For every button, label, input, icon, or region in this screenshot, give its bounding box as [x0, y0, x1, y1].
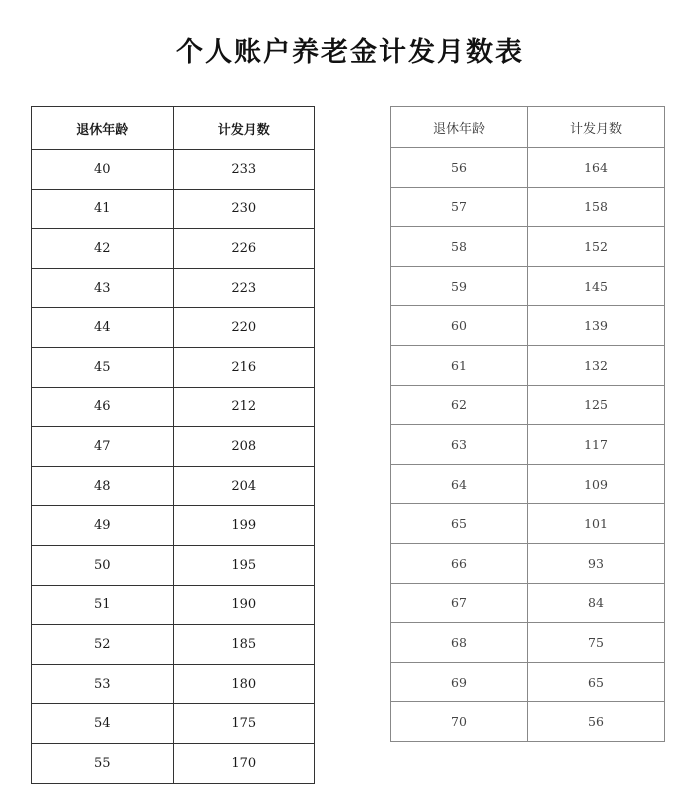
cell-payment-months: 185: [173, 625, 315, 665]
cell-retirement-age: 65: [391, 504, 528, 544]
cell-payment-months: 199: [173, 506, 315, 546]
table-row: [391, 148, 665, 188]
cell-retirement-age: 44: [32, 308, 174, 348]
table-row: [391, 227, 665, 267]
cell-payment-months: 195: [173, 545, 315, 585]
cell-payment-months: 75: [528, 623, 665, 663]
header-payment-months: 计发月数: [173, 107, 315, 150]
table-row: [32, 625, 315, 665]
table-row: [391, 504, 665, 544]
cell-retirement-age: 52: [32, 625, 174, 665]
table-row: [32, 189, 315, 229]
cell-retirement-age: 50: [32, 545, 174, 585]
cell-retirement-age: 42: [32, 229, 174, 269]
table-row: [391, 425, 665, 465]
cell-retirement-age: 59: [391, 266, 528, 306]
table-row: [32, 387, 315, 427]
cell-payment-months: 117: [528, 425, 665, 465]
cell-payment-months: 212: [173, 387, 315, 427]
table-row: [391, 385, 665, 425]
table-row: [391, 464, 665, 504]
cell-retirement-age: 68: [391, 623, 528, 663]
cell-retirement-age: 40: [32, 150, 174, 190]
left-table: [31, 106, 315, 784]
cell-payment-months: 223: [173, 268, 315, 308]
cell-retirement-age: 67: [391, 583, 528, 623]
table-row: [32, 506, 315, 546]
cell-payment-months: 65: [528, 662, 665, 702]
cell-retirement-age: 49: [32, 506, 174, 546]
cell-payment-months: 109: [528, 464, 665, 504]
cell-payment-months: 226: [173, 229, 315, 269]
cell-payment-months: 230: [173, 189, 315, 229]
cell-retirement-age: 58: [391, 227, 528, 267]
table-row: [32, 743, 315, 783]
table-row: [32, 268, 315, 308]
cell-payment-months: 152: [528, 227, 665, 267]
cell-payment-months: 170: [173, 743, 315, 783]
cell-payment-months: 180: [173, 664, 315, 704]
table-row: [32, 704, 315, 744]
table-row: [32, 545, 315, 585]
cell-payment-months: 204: [173, 466, 315, 506]
cell-retirement-age: 63: [391, 425, 528, 465]
cell-retirement-age: 70: [391, 702, 528, 742]
table-row: [32, 229, 315, 269]
cell-payment-months: 132: [528, 345, 665, 385]
cell-payment-months: 164: [528, 148, 665, 188]
cell-payment-months: 175: [173, 704, 315, 744]
table-row: [32, 664, 315, 704]
cell-retirement-age: 48: [32, 466, 174, 506]
cell-payment-months: 158: [528, 187, 665, 227]
cell-payment-months: 220: [173, 308, 315, 348]
cell-retirement-age: 66: [391, 543, 528, 583]
header-payment-months: 计发月数: [528, 107, 665, 148]
cell-retirement-age: 54: [32, 704, 174, 744]
cell-retirement-age: 61: [391, 345, 528, 385]
cell-retirement-age: 53: [32, 664, 174, 704]
table-row: [391, 306, 665, 346]
table-row: [391, 266, 665, 306]
cell-retirement-age: 64: [391, 464, 528, 504]
left-table-body: [32, 150, 315, 784]
cell-retirement-age: 57: [391, 187, 528, 227]
cell-retirement-age: 60: [391, 306, 528, 346]
table-row: [32, 427, 315, 467]
header-retirement-age: 退休年龄: [391, 107, 528, 148]
cell-payment-months: 101: [528, 504, 665, 544]
cell-payment-months: 190: [173, 585, 315, 625]
table-row: [32, 308, 315, 348]
cell-retirement-age: 62: [391, 385, 528, 425]
header-retirement-age: 退休年龄: [32, 107, 174, 150]
table-row: [32, 466, 315, 506]
right-table-body: [391, 148, 665, 742]
table-row: [391, 345, 665, 385]
cell-retirement-age: 45: [32, 347, 174, 387]
cell-retirement-age: 46: [32, 387, 174, 427]
table-row: [391, 662, 665, 702]
table-row: [32, 585, 315, 625]
table-row: [391, 187, 665, 227]
table-header-row: [32, 107, 315, 150]
cell-retirement-age: 43: [32, 268, 174, 308]
table-row: [391, 583, 665, 623]
table-row: [32, 347, 315, 387]
table-row: [32, 150, 315, 190]
cell-retirement-age: 69: [391, 662, 528, 702]
cell-payment-months: 216: [173, 347, 315, 387]
cell-payment-months: 145: [528, 266, 665, 306]
cell-retirement-age: 51: [32, 585, 174, 625]
table-header-row: [391, 107, 665, 148]
table-row: [391, 623, 665, 663]
cell-payment-months: 93: [528, 543, 665, 583]
cell-payment-months: 208: [173, 427, 315, 467]
cell-payment-months: 139: [528, 306, 665, 346]
cell-payment-months: 125: [528, 385, 665, 425]
page-title: 个人账户养老金计发月数表: [176, 37, 524, 68]
cell-retirement-age: 41: [32, 189, 174, 229]
cell-payment-months: 56: [528, 702, 665, 742]
table-row: [391, 702, 665, 742]
right-table: [390, 106, 665, 742]
cell-retirement-age: 55: [32, 743, 174, 783]
cell-payment-months: 84: [528, 583, 665, 623]
table-row: [391, 543, 665, 583]
cell-retirement-age: 56: [391, 148, 528, 188]
cell-payment-months: 233: [173, 150, 315, 190]
cell-retirement-age: 47: [32, 427, 174, 467]
